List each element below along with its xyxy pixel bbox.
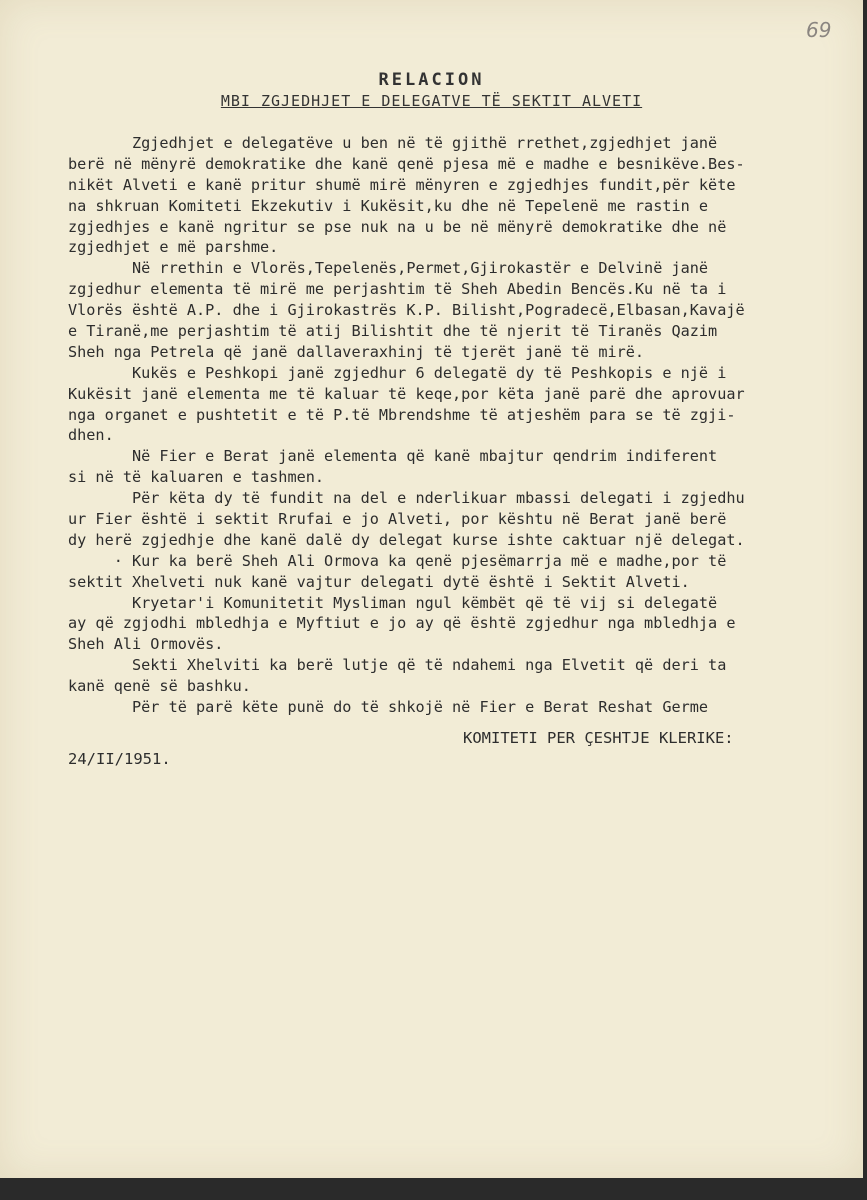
page-number: 69 bbox=[806, 18, 832, 42]
text-line: nikët Alveti e kanë pritur shumë mirë mënyren e zgjedhjes fundit,për këte bbox=[68, 175, 736, 194]
text-line: Në Fier e Berat janë elementa që kanë mbajtur qendrim indiferent bbox=[68, 447, 718, 466]
document-title: RELACION bbox=[378, 70, 485, 90]
text-line: sektit Xhelveti nuk kanë vajtur delegati dytë është i Sektit Alveti. bbox=[68, 572, 690, 591]
text-line: e Tiranë,me perjashtim të atij Bilishtit dhe të njerit të Tiranës Qazim bbox=[68, 322, 718, 341]
text-line: zgjedhur elementa të mirë me perjashtim të Sheh Abedin Bencës.Ku në ta i bbox=[68, 280, 727, 299]
text-line: Sheh Ali Ormovës. bbox=[68, 635, 224, 654]
text-line: · Kur ka berë Sheh Ali Ormova ka qenë pjesëmarrja më e madhe,por të bbox=[68, 551, 727, 570]
text-line: ur Fier është i sektit Rrufai e jo Alveti, por kështu në Berat janë berë bbox=[68, 510, 727, 529]
committee-signature: KOMITETI PER ÇESHTJE KLERIKE: bbox=[463, 729, 734, 747]
text-line: Kryetar'i Komunitetit Mysliman ngul këmbët që të vij si delegatë bbox=[68, 593, 718, 612]
text-line: si në të kaluaren e tashmen. bbox=[68, 468, 325, 487]
text-line: Zgjedhjet e delegatëve u ben në të gjithë rrethet,zgjedhjet janë bbox=[68, 134, 718, 152]
text-line: Kukës e Peshkopi janë zgjedhur 6 delegatë dy të Peshkopis e një i bbox=[68, 363, 727, 382]
text-line: Për të parë këte punë do të shkojë në Fier e Berat Reshat Germe bbox=[68, 698, 709, 717]
text-line: ay që zgjodhi mbledhja e Myftiut e jo ay që është zgjedhur nga mbledhja e bbox=[68, 614, 736, 633]
text-line: dhen. bbox=[68, 426, 114, 445]
document-subtitle: MBI ZGJEDHJET E DELEGATVE TË SEKTIT ALVETI bbox=[220, 92, 643, 110]
text-line: berë në mënyrë demokratike dhe kanë qenë pjesa më e madhe e besnikëve.Bes- bbox=[68, 154, 745, 173]
body-text bbox=[68, 133, 858, 718]
document-date: 24/II/1951. bbox=[68, 750, 171, 768]
text-line: Vlorës është A.P. dhe i Gjirokastrës K.P. Bilisht,Pogradecë,Elbasan,Kavajë bbox=[68, 301, 745, 320]
text-line: Sekti Xhelviti ka berë lutje që të ndahemi nga Elvetit që deri ta bbox=[68, 656, 727, 675]
text-line: Për këta dy të fundit na del e nderlikuar mbassi delegati i zgjedhu bbox=[68, 489, 745, 508]
text-line: kanë qenë së bashku. bbox=[68, 677, 251, 696]
text-line: zgjedhjet e më parshme. bbox=[68, 238, 279, 257]
text-line: dy herë zgjedhje dhe kanë dalë dy delegat kurse ishte caktuar një delegat. bbox=[68, 530, 745, 549]
text-line: Kukësit janë elementa me të kaluar të keqe,por këta janë parë dhe aprovuar bbox=[68, 384, 745, 403]
text-line: zgjedhjes e kanë ngritur se pse nuk na u be në mënyrë demokratike dhe në bbox=[68, 217, 727, 236]
text-line: Sheh nga Petrela që janë dallaveraxhinj të tjerët janë të mirë. bbox=[68, 342, 645, 361]
text-line: nga organet e pushtetit e të P.të Mbrendshme të atjeshëm para se të zgji- bbox=[68, 405, 736, 424]
text-line: Në rrethin e Vlorës,Tepelenës,Permet,Gjirokastër e Delvinë janë bbox=[68, 259, 709, 278]
text-line: na shkruan Komiteti Ekzekutiv i Kukësit,ku dhe në Tepelenë me rastin e bbox=[68, 196, 709, 215]
